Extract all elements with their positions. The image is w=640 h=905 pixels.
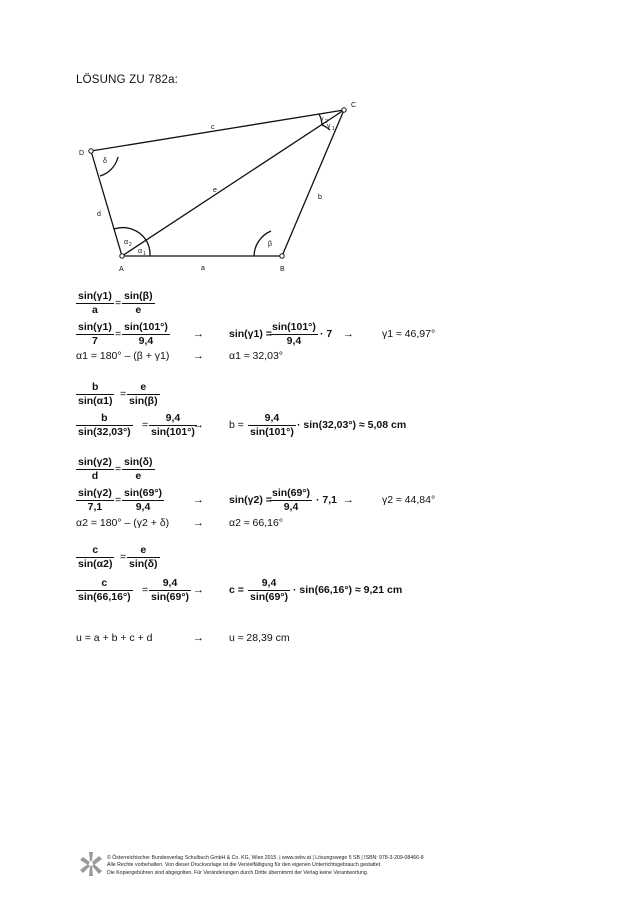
b1-eq2-rhs-num: sin(101°) xyxy=(124,321,168,333)
b1-eq2-equals: = xyxy=(115,328,122,340)
b3-eq2-lhs-num: sin(γ2) xyxy=(78,487,112,499)
b1-gamma1-result: γ1 ≈ 46,97° xyxy=(382,328,436,340)
angle-gamma2-sub: 2 xyxy=(325,119,328,125)
b3-res-den: 9,4 xyxy=(283,501,299,513)
b2-eq2-rhs-num: 9,4 xyxy=(149,412,197,426)
b4-res-num: 9,4 xyxy=(248,577,290,591)
b2-res-fraction xyxy=(248,412,296,439)
b1-res-lhs: sin(γ1) = xyxy=(229,328,272,340)
oebv-star-icon xyxy=(80,852,102,876)
b3-arrow-1: → xyxy=(193,494,204,506)
diagonal-e-line xyxy=(122,110,344,256)
b3-eq1-lhs-fraction xyxy=(76,456,114,483)
b3-eq2-rhs-fraction xyxy=(122,487,164,514)
b4-res-fraction xyxy=(248,577,290,604)
b2-eq1-lhs-fraction xyxy=(76,381,114,408)
vertex-b-label: B xyxy=(280,266,285,273)
b3-eq2-lhs-den: 7,1 xyxy=(87,501,103,513)
b3-gamma2-result: γ2 ≈ 44,84° xyxy=(382,494,436,506)
b3-res-tail: · 7,1 xyxy=(316,494,338,506)
footer-line-2: Alle Rechte vorbehalten. Von dieser Druckvorlage ist die Vervielfältigung für den eigenen Unterrichtsgebrauch gestattet. xyxy=(107,862,382,869)
side-d-label: d xyxy=(97,211,101,218)
vertex-c-label: C xyxy=(351,102,357,109)
b1-arrow-1: → xyxy=(193,328,204,340)
b2-eq1-rhs-num: e xyxy=(127,381,160,395)
b1-eq1-lhs-num: sin(γ1) xyxy=(78,290,112,302)
angle-gamma1-sub: 1 xyxy=(332,126,335,132)
b3-eq2-lhs-fraction xyxy=(76,487,114,514)
b2-res-lhs: b = xyxy=(229,419,244,431)
b3-eq1-rhs-num: sin(δ) xyxy=(124,456,153,468)
perimeter-formula: u = a + b + c + d xyxy=(76,632,153,644)
b3-eq1-lhs-den: d xyxy=(91,470,99,482)
b1-alpha1-formula: α1 = 180° – (β + γ1) xyxy=(76,350,170,362)
b1-eq1-rhs-den: e xyxy=(135,304,142,316)
angle-alpha2-label: α xyxy=(124,239,129,246)
b1-eq1-rhs-fraction xyxy=(122,290,155,317)
b3-arrow-2: → xyxy=(343,494,354,506)
b1-eq1-equals: = xyxy=(115,297,122,309)
b1-res-num: sin(101°) xyxy=(272,321,316,333)
side-c-label: c xyxy=(211,124,215,131)
angle-gamma2-label: γ xyxy=(320,116,324,123)
b2-eq1-rhs-fraction xyxy=(127,381,160,408)
b1-eq2-lhs-den: 7 xyxy=(92,335,98,347)
vertex-a-label: A xyxy=(119,266,124,273)
angle-alpha2-arc xyxy=(114,228,146,240)
b4-eq2-rhs-den: sin(69°) xyxy=(151,591,190,603)
b4-eq1-lhs-den: sin(α2) xyxy=(78,558,113,570)
perimeter-arrow: → xyxy=(193,632,204,644)
b3-alpha2-formula: α2 = 180° – (γ2 + δ) xyxy=(76,517,170,529)
b2-eq1-rhs-den: sin(β) xyxy=(129,395,158,407)
b4-eq2-lhs-fraction xyxy=(76,577,133,604)
b4-eq1-equals: = xyxy=(120,551,127,563)
angle-delta-label: δ xyxy=(103,158,107,165)
b3-eq1-rhs-fraction xyxy=(122,456,155,483)
b4-eq1-lhs-fraction xyxy=(76,544,114,571)
b3-eq1-lhs-num: sin(γ2) xyxy=(78,456,112,468)
b2-eq2-lhs-den: sin(32,03°) xyxy=(78,426,131,438)
b1-arrow-3: → xyxy=(193,350,204,362)
footer-copyright xyxy=(107,855,527,877)
page-title: LÖSUNG ZU 782a: xyxy=(76,74,179,86)
b1-eq2-rhs-fraction xyxy=(122,321,170,348)
perimeter-result: u ≈ 28,39 cm xyxy=(229,632,290,644)
vertex-c-point xyxy=(342,108,346,112)
angle-beta-label: β xyxy=(268,241,273,248)
vertex-b-point xyxy=(280,254,284,258)
b1-eq2-lhs-fraction xyxy=(76,321,114,348)
b1-arrow-2: → xyxy=(343,328,354,340)
quadrilateral-diagram xyxy=(0,0,640,290)
b2-eq2-rhs-den: sin(101°) xyxy=(151,426,195,438)
b2-res-den: sin(101°) xyxy=(250,426,294,438)
b4-eq2-rhs-fraction xyxy=(149,577,191,604)
vertex-d-label: D xyxy=(79,150,85,157)
side-a-label: a xyxy=(201,265,205,272)
b1-res-fraction xyxy=(270,321,318,348)
b3-eq2-equals: = xyxy=(115,494,122,506)
b3-res-num: sin(69°) xyxy=(272,487,311,499)
b4-eq2-lhs-num: c xyxy=(76,577,133,591)
angle-alpha1-sub: 1 xyxy=(143,251,146,257)
b1-eq2-lhs-num: sin(γ1) xyxy=(78,321,112,333)
b4-eq2-rhs-num: 9,4 xyxy=(149,577,191,591)
b1-eq1-rhs-num: sin(β) xyxy=(124,290,153,302)
b4-res-den: sin(69°) xyxy=(250,591,289,603)
b1-alpha1-result: α1 ≈ 32,03° xyxy=(229,350,283,362)
b1-eq1-lhs-den: a xyxy=(92,304,98,316)
b1-eq1-lhs-fraction xyxy=(76,290,114,317)
b2-eq1-lhs-den: sin(α1) xyxy=(78,395,113,407)
side-d-line xyxy=(91,151,122,256)
b2-res-num: 9,4 xyxy=(248,412,296,426)
b3-alpha2-result: α2 ≈ 66,16° xyxy=(229,517,283,529)
b4-eq1-lhs-num: c xyxy=(76,544,114,558)
b4-res-tail: · sin(66,16°) ≈ 9,21 cm xyxy=(293,584,403,596)
b3-eq2-rhs-num: sin(69°) xyxy=(124,487,163,499)
vertex-d-point xyxy=(89,149,93,153)
b2-eq1-equals: = xyxy=(120,388,127,400)
footer-line-3: Die Kopiergebühren sind abgegolten. Für Veränderungen durch Dritte übernimmt der Verlag keine Verantwortung. xyxy=(107,869,369,876)
b4-arrow-1: → xyxy=(193,584,204,596)
b2-arrow-1: → xyxy=(193,419,204,431)
b3-res-fraction xyxy=(270,487,312,514)
b4-eq1-rhs-den: sin(δ) xyxy=(129,558,158,570)
b2-eq2-equals: = xyxy=(142,419,149,431)
b1-res-den: 9,4 xyxy=(286,335,302,347)
side-b-label: b xyxy=(318,194,322,201)
angle-alpha2-sub: 2 xyxy=(129,242,132,248)
b4-eq1-rhs-num: e xyxy=(127,544,160,558)
b2-res-tail: · sin(32,03°) ≈ 5,08 cm xyxy=(297,419,407,431)
angle-gamma1-label: γ xyxy=(327,123,331,130)
b3-eq1-equals: = xyxy=(115,463,122,475)
side-c-line xyxy=(91,110,344,151)
b2-eq2-lhs-num: b xyxy=(76,412,133,426)
b4-eq2-equals: = xyxy=(142,584,149,596)
b4-res-lhs: c = xyxy=(229,584,244,596)
b2-eq2-lhs-fraction xyxy=(76,412,133,439)
b3-eq2-rhs-den: 9,4 xyxy=(135,501,151,513)
b3-arrow-3: → xyxy=(193,517,204,529)
vertex-a-point xyxy=(120,254,124,258)
b3-res-lhs: sin(γ2) = xyxy=(229,494,272,506)
b2-eq1-lhs-num: b xyxy=(76,381,114,395)
b1-eq2-rhs-den: 9,4 xyxy=(138,335,154,347)
b2-eq2-rhs-fraction xyxy=(149,412,197,439)
b3-eq1-rhs-den: e xyxy=(135,470,142,482)
footer-line-1: © Österreichischer Bundesverlag Schulbuch GmbH & Co. KG, Wien 2015. | www.oebv.at | Lösungswege 5 SB | ISBN: 978-3-209-08466-8 xyxy=(107,855,424,861)
diagonal-e-label: e xyxy=(213,187,217,194)
b1-res-tail: · 7 xyxy=(320,328,333,340)
angle-alpha1-label: α xyxy=(138,248,143,255)
b4-eq1-rhs-fraction xyxy=(127,544,160,571)
b4-eq2-lhs-den: sin(66,16°) xyxy=(78,591,131,603)
angle-alpha1-arc xyxy=(146,240,150,256)
